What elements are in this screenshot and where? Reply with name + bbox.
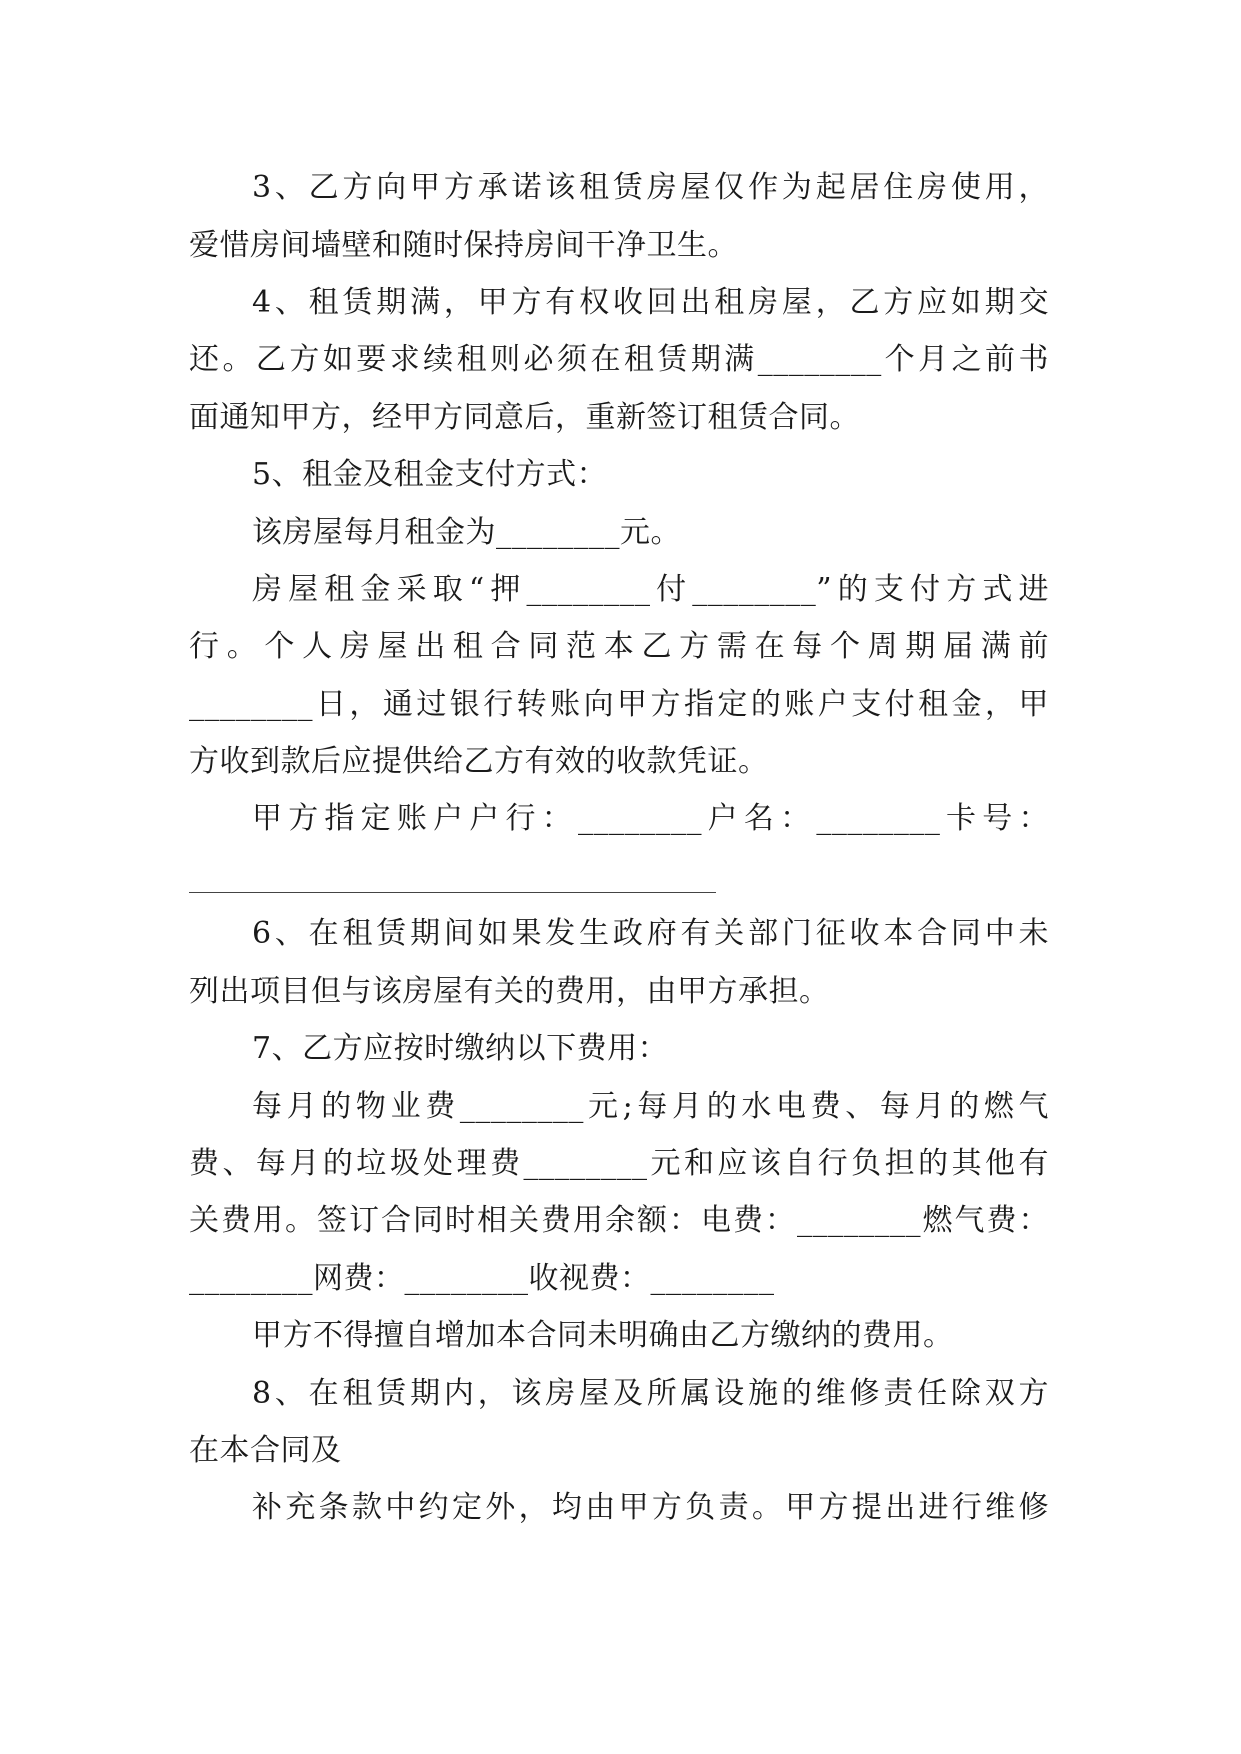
clause-4-line-3: 面通知甲方，经甲方同意后，重新签订租赁合同。 (189, 400, 860, 435)
clause-3-line-1: 3、乙方向甲方承诺该租赁房屋仅作为起居住房使用， (252, 170, 1049, 205)
fees-line-4: ________网费：________收视费：________ (189, 1261, 775, 1296)
fees-line-3: 关费用。签订合同时相关费用余额：电费：________燃气费： (189, 1203, 1049, 1238)
clause-6-line-1: 6、在租赁期间如果发生政府有关部门征收本合同中未 (252, 916, 1049, 951)
clause-8-line-1: 8、在租赁期内，该房屋及所属设施的维修责任除双方 (252, 1376, 1049, 1411)
account-info-line: 甲方指定账户户行：________户名：________卡号： (252, 801, 1049, 836)
clause-4-line-2: 还。乙方如要求续租则必须在租赁期满________个月之前书 (189, 342, 1049, 377)
no-extra-fees-line: 甲方不得擅自增加本合同未明确由乙方缴纳的费用。 (252, 1318, 954, 1353)
clause-5-heading: 5、租金及租金支付方式： (252, 457, 608, 492)
fees-line-1: 每月的物业费________元;每月的水电费、每月的燃气 (252, 1089, 1049, 1124)
clause-6-line-2: 列出项目但与该房屋有关的费用，由甲方承担。 (189, 974, 830, 1009)
payment-method-line-1: 房屋租金采取“押________付________”的支付方式进 (252, 572, 1049, 607)
clause-7-heading: 7、乙方应按时缴纳以下费用： (252, 1031, 669, 1066)
clause-4-line-1: 4、租赁期满，甲方有权收回出租房屋，乙方应如期交 (252, 285, 1049, 320)
monthly-rent-line: 该房屋每月租金为________元。 (252, 515, 681, 550)
payment-method-line-3: ________日，通过银行转账向甲方指定的账户支付租金，甲 (189, 687, 1049, 722)
clause-8-line-3: 补充条款中约定外，均由甲方负责。甲方提出进行维修 (252, 1490, 1049, 1525)
card-number-blank-line (189, 892, 716, 893)
fees-line-2: 费、每月的垃圾处理费________元和应该自行负担的其他有 (189, 1146, 1049, 1181)
payment-method-line-4: 方收到款后应提供给乙方有效的收款凭证。 (189, 744, 769, 779)
payment-method-line-2: 行。个人房屋出租合同范本乙方需在每个周期届满前 (189, 629, 1049, 664)
clause-3-line-2: 爱惜房间墙壁和随时保持房间干净卫生。 (189, 228, 738, 263)
clause-8-line-2: 在本合同及 (189, 1433, 342, 1468)
